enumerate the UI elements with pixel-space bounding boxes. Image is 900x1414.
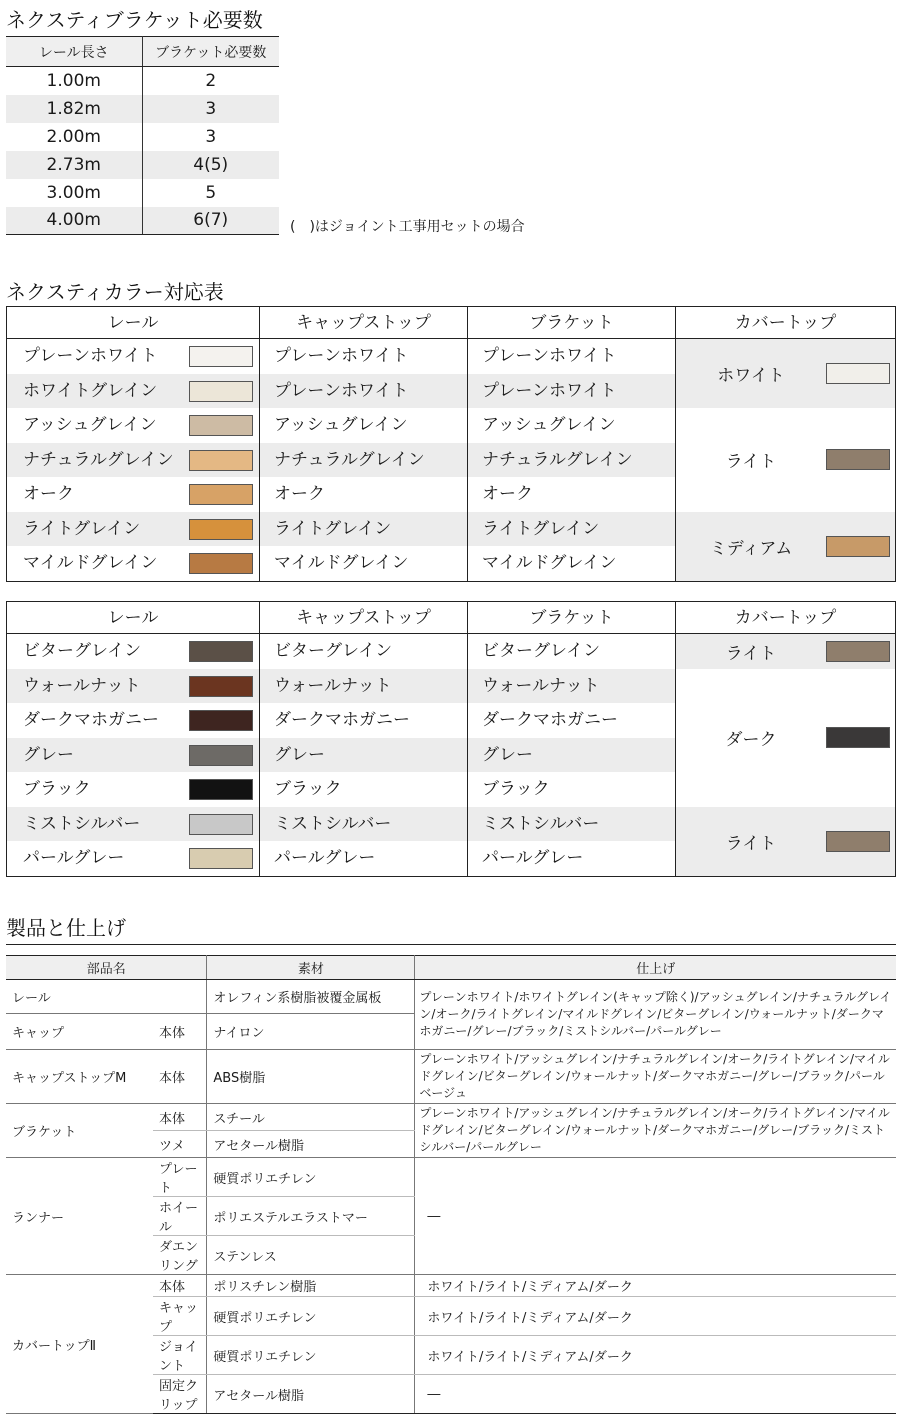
cell-count: 4(5)	[142, 151, 279, 179]
list-item	[7, 443, 676, 478]
bracket-color-name: ダークマホガニー	[468, 703, 676, 738]
rail-cell	[7, 772, 260, 807]
material-rail: オレフィン系樹脂被覆金属板	[207, 980, 415, 1014]
cover-top-item	[676, 408, 895, 512]
cell-length: 2.73m	[6, 151, 142, 179]
col-header-cap: キャップストップ	[260, 602, 468, 633]
cell-count: 3	[142, 95, 279, 123]
rail-color-name: アッシュグレイン	[23, 415, 157, 435]
part-capstop-body: 本体	[153, 1050, 207, 1104]
header-bracket-count: ブラケット必要数	[142, 37, 279, 67]
color-swatch	[189, 745, 253, 766]
color-swatch	[826, 727, 890, 748]
material-cap: ナイロン	[207, 1014, 415, 1050]
color-swatch	[189, 450, 253, 471]
material-bracket-body: スチール	[207, 1104, 415, 1131]
rail-cell	[7, 669, 260, 704]
cover-color-name: ホワイト	[717, 366, 785, 386]
color-swatch	[189, 484, 253, 505]
cap-color-name: ブラック	[260, 772, 468, 807]
rail-color-name: ホワイトグレイン	[23, 380, 158, 401]
color-swatch	[826, 641, 890, 662]
bracket-color-name: オーク	[468, 477, 676, 512]
rail-color-name: ライトグレイン	[23, 518, 141, 539]
bracket-color-name: マイルドグレイン	[468, 546, 676, 581]
color-swatch	[189, 710, 253, 731]
rail-cell	[7, 841, 260, 876]
color-swatch	[189, 779, 253, 800]
part-runner-ring: ダエンリング	[153, 1236, 207, 1275]
material-covertop-cap: 硬質ポリエチレン	[207, 1297, 415, 1336]
list-item	[7, 477, 676, 512]
col-header-rail: レール	[7, 307, 260, 338]
rail-cell	[7, 408, 260, 443]
col-header-bracket: ブラケット	[468, 602, 676, 633]
cover-color-name: ライト	[725, 452, 777, 473]
finish-capstop: プレーンホワイト/アッシュグレイン/ナチュラルグレイン/オーク/ライトグレイン/マイルドグレイン/ビターグレイン/ウォールナット/ダークマホガニー/グレー/ブラック/パールベージュ	[415, 1050, 896, 1104]
part-cap: キャップ	[6, 1014, 153, 1050]
bracket-color-name: ビターグレイン	[468, 634, 676, 669]
cap-color-name: ウォールナット	[260, 669, 468, 704]
part-covertop: カバートップⅡ	[6, 1275, 153, 1414]
bracket-color-name: ナチュラルグレイン	[468, 443, 676, 478]
part-runner: ランナー	[6, 1158, 153, 1275]
col-header-rail: レール	[7, 602, 260, 633]
rail-color-name: ビターグレイン	[23, 641, 142, 661]
cover-color-name: ライト	[725, 833, 777, 854]
cell-length: 2.00m	[6, 123, 142, 151]
material-covertop-clip: アセタール樹脂	[207, 1375, 415, 1414]
color-swatch	[189, 553, 253, 574]
cell-count: 2	[205, 70, 217, 91]
bracket-count-table	[6, 36, 279, 235]
part-capstop: キャップストップM	[6, 1050, 153, 1104]
cover-top-item	[676, 339, 895, 408]
material-bracket-claw: アセタール樹脂	[207, 1131, 415, 1158]
list-item	[7, 807, 676, 842]
divider	[6, 944, 896, 945]
cap-color-name: マイルドグレイン	[260, 546, 468, 581]
list-item	[7, 738, 676, 773]
cap-color-name: ナチュラルグレイン	[260, 443, 468, 478]
color-table-1	[6, 306, 896, 582]
col-header-bracket: ブラケット	[468, 307, 676, 338]
header-part-name: 部品名	[6, 956, 207, 980]
cover-color-name: ダーク	[725, 730, 777, 750]
col-header-cover: カバートップ	[734, 608, 837, 628]
list-item	[7, 841, 676, 876]
rail-color-name: ウォールナット	[23, 675, 141, 696]
rail-cell	[7, 512, 260, 547]
products-section-title: 製品と仕上げ	[6, 916, 126, 940]
color-swatch	[826, 449, 890, 470]
part-runner-plate: プレート	[153, 1158, 207, 1197]
cap-color-name: ミストシルバー	[260, 807, 468, 842]
material-covertop-body: ポリスチレン樹脂	[207, 1275, 415, 1297]
cell-length: 1.82m	[6, 95, 142, 123]
cap-color-name: ダークマホガニー	[260, 703, 468, 738]
cell-count: 6(7)	[142, 207, 279, 235]
part-covertop-joint: ジョイント	[153, 1336, 207, 1375]
cap-color-name: ビターグレイン	[260, 634, 468, 669]
cap-color-name: プレーンホワイト	[260, 374, 468, 409]
finish-bracket: プレーンホワイト/アッシュグレイン/ナチュラルグレイン/オーク/ライトグレイン/マイルドグレイン/ビターグレイン/ウォールナット/ダークマホガニー/グレー/ブラック/ミストシルバー/パールグレー	[415, 1104, 896, 1158]
material-runner-plate: 硬質ポリエチレン	[207, 1158, 415, 1197]
rail-cell	[7, 703, 260, 738]
rail-cell	[7, 477, 260, 512]
header-finish: 仕上げ	[415, 956, 896, 980]
color-table-2	[6, 601, 896, 877]
part-covertop-body: 本体	[153, 1275, 207, 1297]
products-table	[6, 955, 896, 1414]
color-swatch	[826, 363, 890, 384]
rail-cell	[7, 634, 260, 669]
cap-color-name: アッシュグレイン	[260, 408, 468, 443]
rail-cell	[7, 807, 260, 842]
cover-color-name: ミディアム	[709, 538, 793, 559]
bracket-color-name: ウォールナット	[468, 669, 676, 704]
cap-color-name: プレーンホワイト	[260, 339, 468, 374]
material-covertop-joint: 硬質ポリエチレン	[207, 1336, 415, 1375]
color-swatch	[189, 381, 253, 402]
table-row	[6, 207, 279, 235]
finish-rail-cap: プレーンホワイト/ホワイトグレイン(キャップ除く)/アッシュグレイン/ナチュラルグレイン/オーク/ライトグレイン/マイルドグレイン/ビターグレイン/ウォールナット/ダークマホガニー/グレー/ブラック/ミストシルバー/パールグレー	[415, 980, 896, 1050]
color-swatch	[189, 415, 253, 436]
finish-covertop-joint: ホワイト/ライト/ミディアム/ダーク	[415, 1336, 896, 1375]
cover-color-name: ライト	[725, 643, 777, 664]
cover-top-item	[676, 512, 895, 581]
finish-covertop-body: ホワイト/ライト/ミディアム/ダーク	[415, 1275, 896, 1297]
part-bracket-body: 本体	[153, 1104, 207, 1131]
list-item	[7, 546, 676, 581]
col-header-cap: キャップストップ	[260, 307, 468, 338]
material-runner-ring: ステンレス	[207, 1236, 415, 1275]
color-swatch	[826, 536, 890, 557]
cover-top-item	[676, 807, 895, 876]
cell-count: 5	[205, 182, 217, 203]
header-material: 素材	[207, 956, 415, 980]
color-swatch	[826, 831, 890, 852]
finish-runner: ―	[415, 1158, 896, 1275]
part-covertop-cap: キャップ	[153, 1297, 207, 1336]
rail-cell	[7, 374, 260, 409]
color-swatch	[189, 814, 253, 835]
bracket-color-name: アッシュグレイン	[468, 408, 676, 443]
bracket-color-name: プレーンホワイト	[468, 339, 676, 374]
rail-color-name: ミストシルバー	[23, 813, 141, 834]
finish-covertop-clip: ―	[415, 1375, 896, 1414]
color-section-title: ネクスティカラー対応表	[6, 280, 224, 304]
bracket-color-name: グレー	[468, 738, 676, 773]
cell-length: 1.00m	[6, 67, 142, 95]
bracket-note: ( )はジョイント工事用セットの場合	[290, 219, 525, 235]
cap-color-name: オーク	[260, 477, 468, 512]
cell-length: 3.00m	[6, 179, 142, 207]
list-item	[7, 374, 676, 409]
cap-color-name: ライトグレイン	[260, 512, 468, 547]
list-item	[7, 669, 676, 704]
col-header-cover: カバートップ	[734, 313, 837, 333]
rail-cell	[7, 546, 260, 581]
header-rail-length: レール長さ	[6, 37, 142, 67]
bracket-color-name: ライトグレイン	[468, 512, 676, 547]
bracket-color-name: ブラック	[468, 772, 676, 807]
cover-top-item	[676, 634, 895, 669]
list-item	[7, 634, 676, 669]
rail-color-name: ナチュラルグレイン	[23, 449, 174, 470]
part-cap-body: 本体	[153, 1014, 207, 1050]
list-item	[7, 339, 676, 374]
color-swatch	[189, 641, 253, 662]
rail-cell	[7, 339, 260, 374]
part-bracket-claw: ツメ	[153, 1131, 207, 1158]
finish-covertop-cap: ホワイト/ライト/ミディアム/ダーク	[415, 1297, 896, 1336]
list-item	[7, 772, 676, 807]
rail-color-name: オーク	[23, 484, 74, 504]
bracket-color-name: パールグレー	[468, 841, 676, 876]
rail-color-name: パールグレー	[23, 848, 125, 868]
table-row	[6, 151, 279, 179]
cap-color-name: パールグレー	[260, 841, 468, 876]
bracket-color-name: ミストシルバー	[468, 807, 676, 842]
part-rail: レール	[6, 980, 207, 1014]
table-row	[6, 123, 279, 151]
rail-cell	[7, 443, 260, 478]
material-runner-wheel: ポリエステルエラストマー	[207, 1197, 415, 1236]
rail-color-name: ブラック	[23, 779, 91, 799]
part-bracket: ブラケット	[6, 1104, 153, 1158]
part-runner-wheel: ホイール	[153, 1197, 207, 1236]
part-covertop-clip: 固定クリップ	[153, 1375, 207, 1414]
list-item	[7, 408, 676, 443]
material-capstop: ABS樹脂	[207, 1050, 415, 1104]
color-swatch	[189, 848, 253, 869]
cap-color-name: グレー	[260, 738, 468, 773]
color-swatch	[189, 519, 253, 540]
rail-color-name: グレー	[23, 744, 74, 765]
cover-top-item	[676, 669, 895, 807]
rail-color-name: ダークマホガニー	[23, 710, 159, 730]
rail-cell	[7, 738, 260, 773]
color-swatch	[189, 346, 253, 367]
table-row	[6, 179, 279, 207]
color-swatch	[189, 676, 253, 697]
bracket-section-title: ネクスティブラケット必要数	[6, 8, 263, 32]
rail-color-name: プレーンホワイト	[23, 346, 158, 366]
table-row	[6, 95, 279, 123]
table-row	[6, 67, 279, 95]
bracket-color-name: プレーンホワイト	[468, 374, 676, 409]
rail-color-name: マイルドグレイン	[23, 553, 158, 573]
cell-count: 3	[205, 126, 217, 147]
list-item	[7, 703, 676, 738]
list-item	[7, 512, 676, 547]
cell-length: 4.00m	[6, 207, 142, 235]
